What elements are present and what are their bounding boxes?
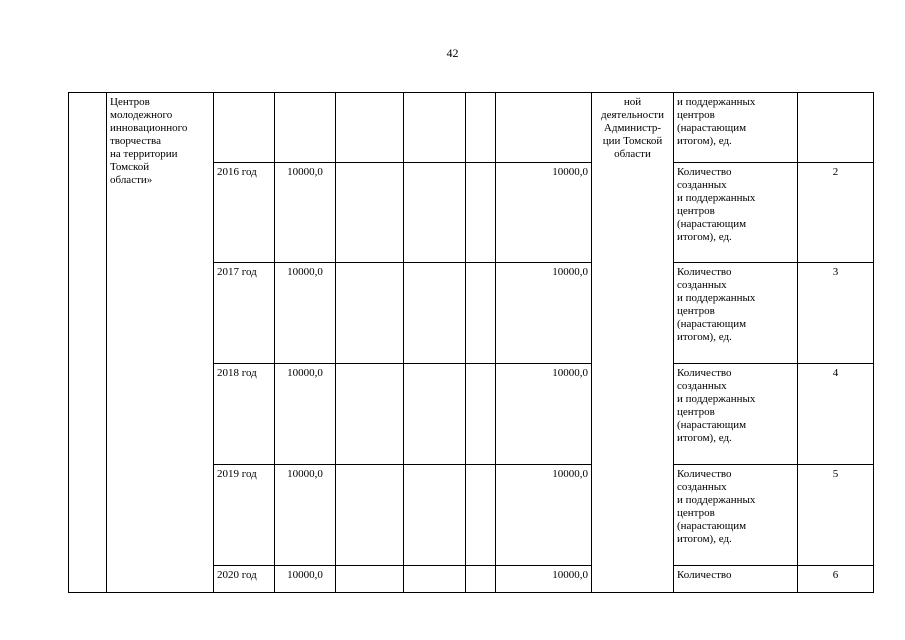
- text-line: Количество: [677, 367, 732, 379]
- total-cell: 10000,0: [275, 263, 336, 364]
- federal-cell: [336, 465, 404, 566]
- indicator-text: [677, 569, 794, 582]
- text-line: на территории: [110, 148, 178, 160]
- text-line: созданных: [677, 380, 727, 392]
- year-cell: 2019 год: [214, 465, 275, 566]
- local-cell: [466, 93, 496, 163]
- local-cell: [466, 465, 496, 566]
- value-cell: 4: [798, 364, 874, 465]
- value-cell: 5: [798, 465, 874, 566]
- indicator-text: [677, 367, 794, 445]
- program-table: [68, 92, 874, 593]
- indicator-cell: [674, 364, 798, 465]
- regional-cell: [404, 566, 466, 593]
- year-cell: 2018 год: [214, 364, 275, 465]
- federal-cell: [336, 93, 404, 163]
- year-cell: 2020 год: [214, 566, 275, 593]
- value-cell: 6: [798, 566, 874, 593]
- source-cell: 10000,0: [496, 163, 592, 263]
- text-line: (нарастающим: [677, 520, 747, 532]
- regional-cell: [404, 93, 466, 163]
- indicator-cell: [674, 163, 798, 263]
- source-cell: 10000,0: [496, 566, 592, 593]
- text-line: центров: [677, 205, 715, 217]
- text-line: и поддержанных: [677, 393, 756, 405]
- text-line: области: [614, 148, 651, 160]
- text-line: Количество: [677, 569, 732, 581]
- text-line: Количество: [677, 468, 732, 480]
- total-cell: 10000,0: [275, 364, 336, 465]
- text-line: Количество: [677, 166, 732, 178]
- executor-text: [595, 96, 670, 161]
- federal-cell: [336, 364, 404, 465]
- source-cell: 10000,0: [496, 364, 592, 465]
- text-line: Томской: [110, 161, 150, 173]
- executor-cell: [592, 93, 674, 593]
- text-line: ной: [623, 96, 642, 108]
- text-line: созданных: [677, 481, 727, 493]
- local-cell: [466, 163, 496, 263]
- total-cell: 10000,0: [275, 163, 336, 263]
- total-cell: 10000,0: [275, 465, 336, 566]
- indicator-cell: [674, 566, 798, 593]
- regional-cell: [404, 263, 466, 364]
- indicator-text: [677, 96, 794, 148]
- text-line: итогом), ед.: [677, 331, 732, 343]
- text-line: деятельности: [601, 109, 664, 121]
- source-cell: 10000,0: [496, 465, 592, 566]
- text-line: центров: [677, 406, 715, 418]
- text-line: Центров: [110, 96, 150, 108]
- federal-cell: [336, 566, 404, 593]
- total-cell: [275, 93, 336, 163]
- text-line: центров: [677, 305, 715, 317]
- year-cell: 2016 год: [214, 163, 275, 263]
- source-cell: 10000,0: [496, 263, 592, 364]
- program-name-cell: [107, 93, 214, 593]
- federal-cell: [336, 163, 404, 263]
- text-line: (нарастающим: [677, 218, 747, 230]
- row-number-cell: [69, 93, 107, 593]
- indicator-cell: [674, 93, 798, 163]
- text-line: инновационного: [110, 122, 188, 134]
- indicator-text: [677, 468, 794, 546]
- text-line: и поддержанных: [677, 292, 756, 304]
- indicator-text: [677, 166, 794, 244]
- text-line: созданных: [677, 179, 727, 191]
- text-line: области»: [110, 174, 153, 186]
- text-line: и поддержанных: [677, 192, 756, 204]
- total-cell: 10000,0: [275, 566, 336, 593]
- year-cell: [214, 93, 275, 163]
- text-line: творчества: [110, 135, 161, 147]
- indicator-cell: [674, 465, 798, 566]
- text-line: Администр-: [603, 122, 662, 134]
- text-line: итогом), ед.: [677, 533, 732, 545]
- text-line: и поддержанных: [677, 96, 756, 108]
- text-line: и поддержанных: [677, 494, 756, 506]
- text-line: созданных: [677, 279, 727, 291]
- text-line: (нарастающим: [677, 122, 747, 134]
- text-line: итогом), ед.: [677, 231, 732, 243]
- page-number: 42: [446, 46, 459, 60]
- text-line: молодежного: [110, 109, 173, 121]
- source-cell: [496, 93, 592, 163]
- regional-cell: [404, 163, 466, 263]
- text-line: итогом), ед.: [677, 135, 732, 147]
- value-cell: 3: [798, 263, 874, 364]
- text-line: (нарастающим: [677, 318, 747, 330]
- text-line: центров: [677, 507, 715, 519]
- local-cell: [466, 364, 496, 465]
- regional-cell: [404, 465, 466, 566]
- value-cell: 2: [798, 163, 874, 263]
- text-line: Количество: [677, 266, 732, 278]
- regional-cell: [404, 364, 466, 465]
- indicator-cell: [674, 263, 798, 364]
- text-line: центров: [677, 109, 715, 121]
- federal-cell: [336, 263, 404, 364]
- value-cell: [798, 93, 874, 163]
- indicator-text: [677, 266, 794, 344]
- local-cell: [466, 263, 496, 364]
- text-line: ции Томской: [602, 135, 663, 147]
- text-line: (нарастающим: [677, 419, 747, 431]
- program-name: [110, 96, 210, 187]
- year-cell: 2017 год: [214, 263, 275, 364]
- text-line: итогом), ед.: [677, 432, 732, 444]
- local-cell: [466, 566, 496, 593]
